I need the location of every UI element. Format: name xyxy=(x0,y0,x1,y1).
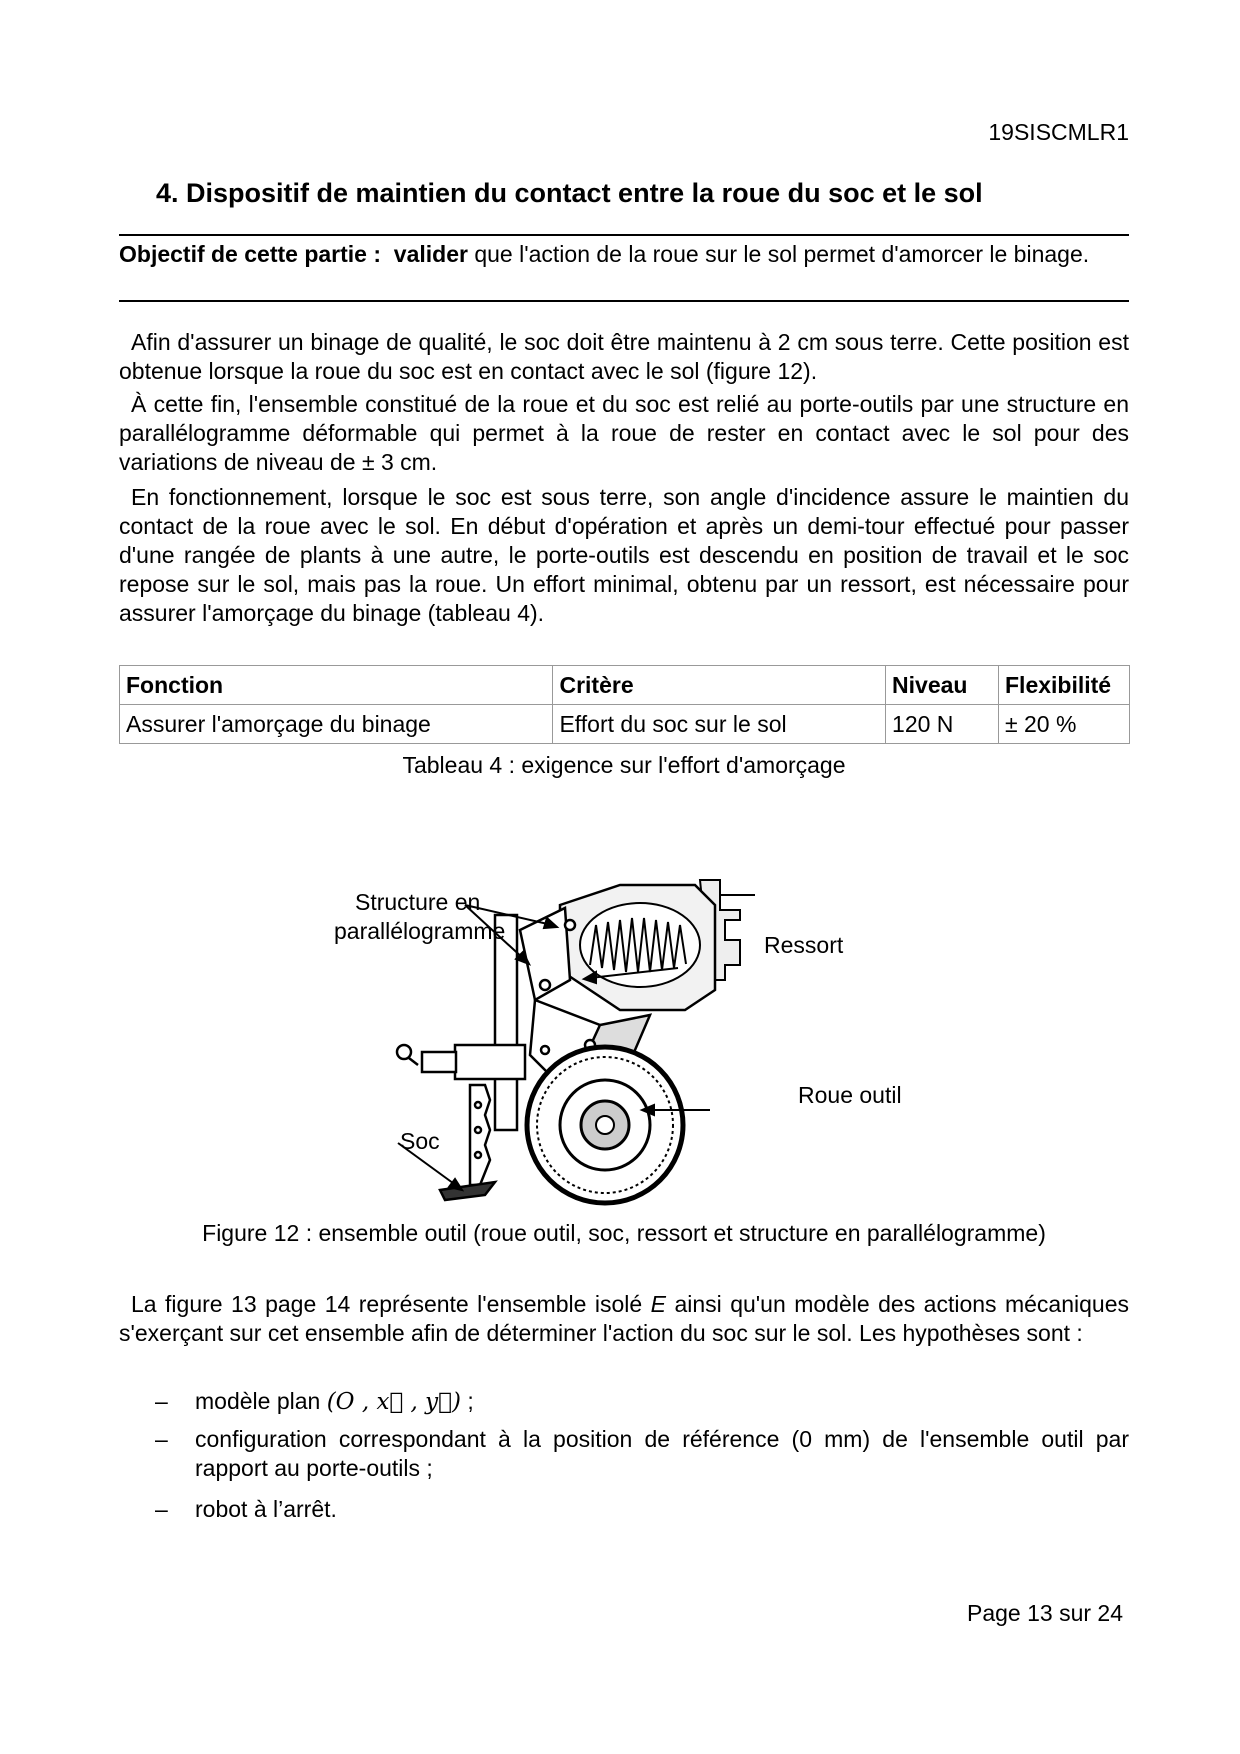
paragraph-2: À cette fin, l'ensemble constitué de la roue et du soc est relié au porte-outils par une structure en parallélogramme déformable qui permet à la roue de rester en contact avec le sol pour des variations de niveau de ± 3 cm. xyxy=(119,391,1129,475)
list-item xyxy=(155,1387,1130,1417)
table-header-cell: Flexibilité xyxy=(999,666,1130,705)
list-item xyxy=(155,1495,1130,1525)
table-cell: ± 20 % xyxy=(999,705,1130,744)
table-cell: 120 N xyxy=(886,705,999,744)
item3-text: robot à l’arrêt. xyxy=(195,1496,337,1522)
objective-label: Objectif de cette partie : xyxy=(119,241,382,267)
objective-top-rule xyxy=(119,234,1129,236)
requirement-table xyxy=(119,665,1130,744)
objective-bottom-rule xyxy=(119,300,1129,302)
table-cell: Effort du soc sur le sol xyxy=(553,705,886,744)
paragraph-3: En fonctionnement, lorsque le soc est sous terre, son angle d'incidence assure le maintien du contact de la roue avec le sol. En début d'opération et après un demi-tour effectué pour passer d'une rangée de plants à une autre, le porte-outils est descendu en position de travail et le soc repose sur le sol, mais pas la roue. Un effort minimal, obtenu par un ressort, est nécessaire pour assurer l'amorçage du binage (tableau 4). xyxy=(119,484,1129,626)
intro-after: ainsi qu'un modèle des actions mécaniques s'exerçant sur cet ensemble afin de déterminer l'action du soc sur le sol. Les hypothèses sont : xyxy=(119,1291,1130,1346)
list-dash: – xyxy=(155,1426,168,1452)
tool-shank xyxy=(397,915,525,1130)
share-soc xyxy=(440,1085,495,1200)
paragraph-1: Afin d'assurer un binage de qualité, le soc doit être maintenu à 2 cm sous terre. Cette position est obtenue lorsque la roue du soc est en contact avec le sol (figure 12). xyxy=(119,329,1129,384)
label-structure-line2: parallélogramme xyxy=(334,918,506,944)
item1-suffix: ; xyxy=(467,1388,474,1414)
label-roue-outil: Roue outil xyxy=(798,1082,902,1108)
ensemble-variable: E xyxy=(650,1291,666,1317)
objective-box xyxy=(119,240,1129,269)
page-number: Page 13 sur 24 xyxy=(966,1600,1123,1626)
tool-wheel xyxy=(527,1047,683,1203)
objective-text: que l'action de la roue sur le sol permet d'amorcer le binage. xyxy=(474,241,1090,267)
document-code: 19SISCMLR1 xyxy=(988,119,1129,145)
section-title: 4. Dispositif de maintien du contact entre la roue du soc et le sol xyxy=(156,178,983,208)
table-caption: Tableau 4 : exigence sur l'effort d'amorçage xyxy=(402,752,846,778)
label-soc: Soc xyxy=(400,1128,440,1154)
list-item xyxy=(155,1425,1130,1485)
table-header-row xyxy=(120,666,1130,705)
list-dash: – xyxy=(155,1496,168,1522)
list-dash: – xyxy=(155,1388,168,1414)
table-cell: Assurer l'amorçage du binage xyxy=(120,705,553,744)
item1-prefix: modèle plan xyxy=(195,1388,321,1414)
objective-verb: valider xyxy=(393,241,468,267)
label-structure-line1: Structure en xyxy=(355,889,481,915)
paragraph-hypotheses-intro xyxy=(119,1290,1129,1348)
frame-notation: (O , x⃗ , y⃗) xyxy=(326,1389,461,1415)
intro-before: La figure 13 page 14 représente l'ensemble isolé xyxy=(131,1291,643,1317)
item2-text: configuration correspondant à la position de référence (0 mm) de l'ensemble outil par rapport au porte-outils ; xyxy=(195,1426,1129,1481)
spring xyxy=(580,903,700,987)
table-row xyxy=(120,705,1130,744)
table-header-cell: Fonction xyxy=(120,666,553,705)
table-header-cell: Niveau xyxy=(886,666,999,705)
label-ressort: Ressort xyxy=(764,932,844,958)
figure-caption: Figure 12 : ensemble outil (roue outil, soc, ressort et structure en parallélogramme) xyxy=(202,1220,1046,1246)
table-header-cell: Critère xyxy=(553,666,886,705)
